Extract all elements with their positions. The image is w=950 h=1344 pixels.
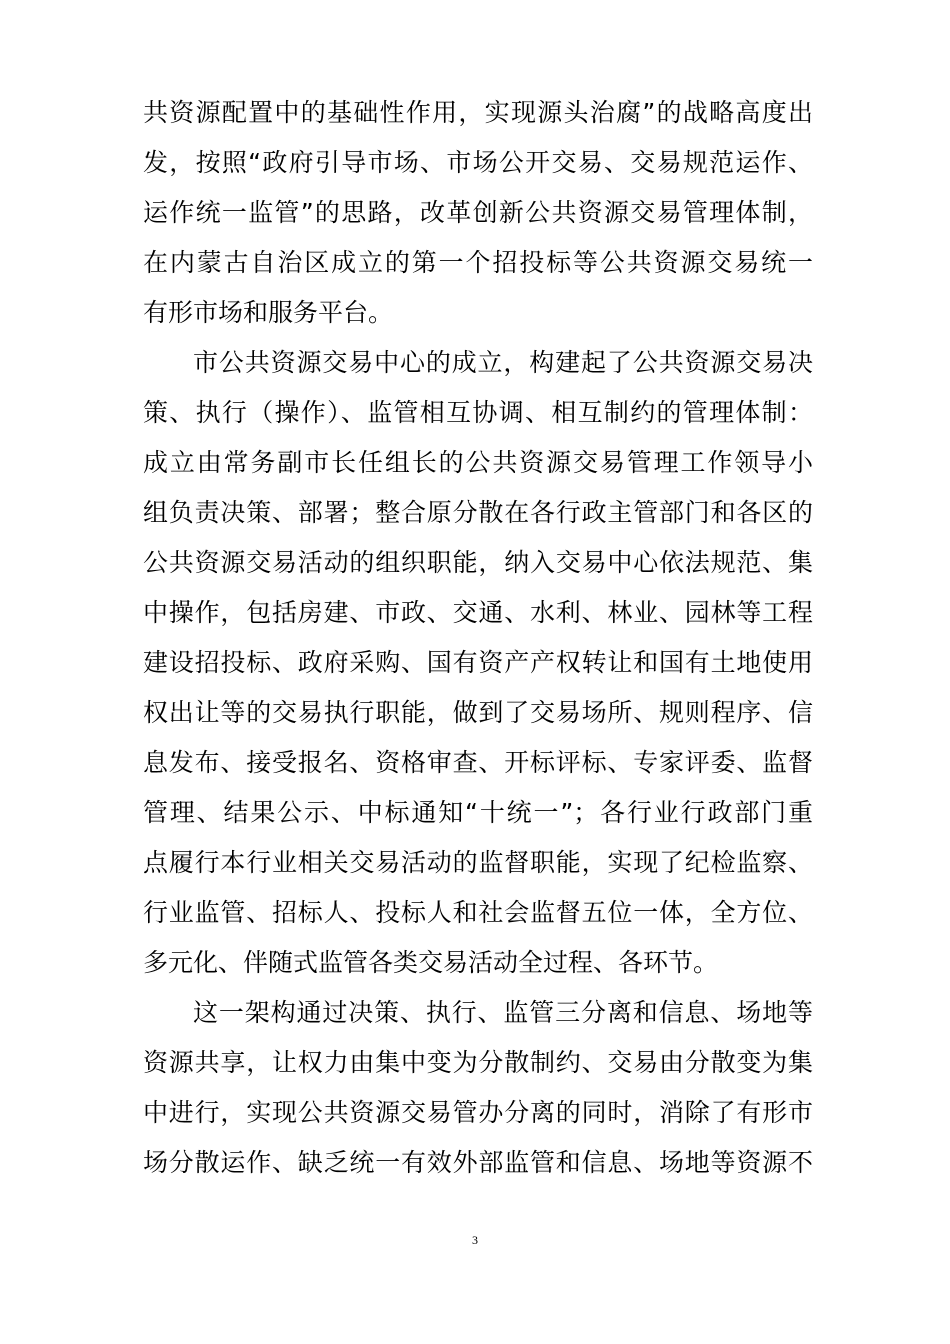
text-line: 管理、结果公示、中标通知“十统一”；各行业行政部门重 [143,798,813,827]
page-number: 3 [472,1233,478,1247]
text-line: 多元化、伴随式监管各类交易活动全过程、各环节。 [143,948,719,977]
text-line: 市公共资源交易中心的成立，构建起了公共资源交易决 [193,348,813,377]
text-line: 建设招投标、政府采购、国有资产产权转让和国有土地使用 [143,648,813,677]
text-line: 组负责决策、部署；整合原分散在各行政主管部门和各区的 [143,498,813,527]
text-line: 息发布、接受报名、资格审查、开标评标、专家评委、监督 [143,748,813,777]
text-line: 运作统一监管”的思路，改革创新公共资源交易管理体制， [143,198,813,227]
text-line: 公共资源交易活动的组织职能，纳入交易中心依法规范、集 [143,548,813,577]
text-line: 中进行，实现公共资源交易管办分离的同时，消除了有形市 [143,1098,813,1127]
text-line: 资源共享，让权力由集中变为分散制约、交易由分散变为集 [143,1048,813,1077]
text-line: 发，按照“政府引导市场、市场公开交易、交易规范运作、 [143,148,813,177]
text-line: 有形市场和服务平台。 [143,298,394,327]
text-line: 成立由常务副市长任组长的公共资源交易管理工作领导小 [143,448,813,477]
text-line: 共资源配置中的基础性作用，实现源头治腐”的战略高度出 [143,98,813,127]
text-line: 中操作，包括房建、市政、交通、水利、林业、园林等工程 [143,598,813,627]
text-line: 策、执行（操作）、监管相互协调、相互制约的管理体制： [143,398,813,427]
body-text [143,88,813,1188]
text-line: 这一架构通过决策、执行、监管三分离和信息、场地等 [193,998,813,1027]
text-line: 在内蒙古自治区成立的第一个招投标等公共资源交易统一 [143,248,813,277]
text-line: 场分散运作、缺乏统一有效外部监管和信息、场地等资源不 [143,1148,813,1177]
text-line: 点履行本行业相关交易活动的监督职能，实现了纪检监察、 [143,848,813,877]
text-line: 权出让等的交易执行职能，做到了交易场所、规则程序、信 [143,698,813,727]
text-line: 行业监管、招标人、投标人和社会监督五位一体，全方位、 [143,898,813,927]
